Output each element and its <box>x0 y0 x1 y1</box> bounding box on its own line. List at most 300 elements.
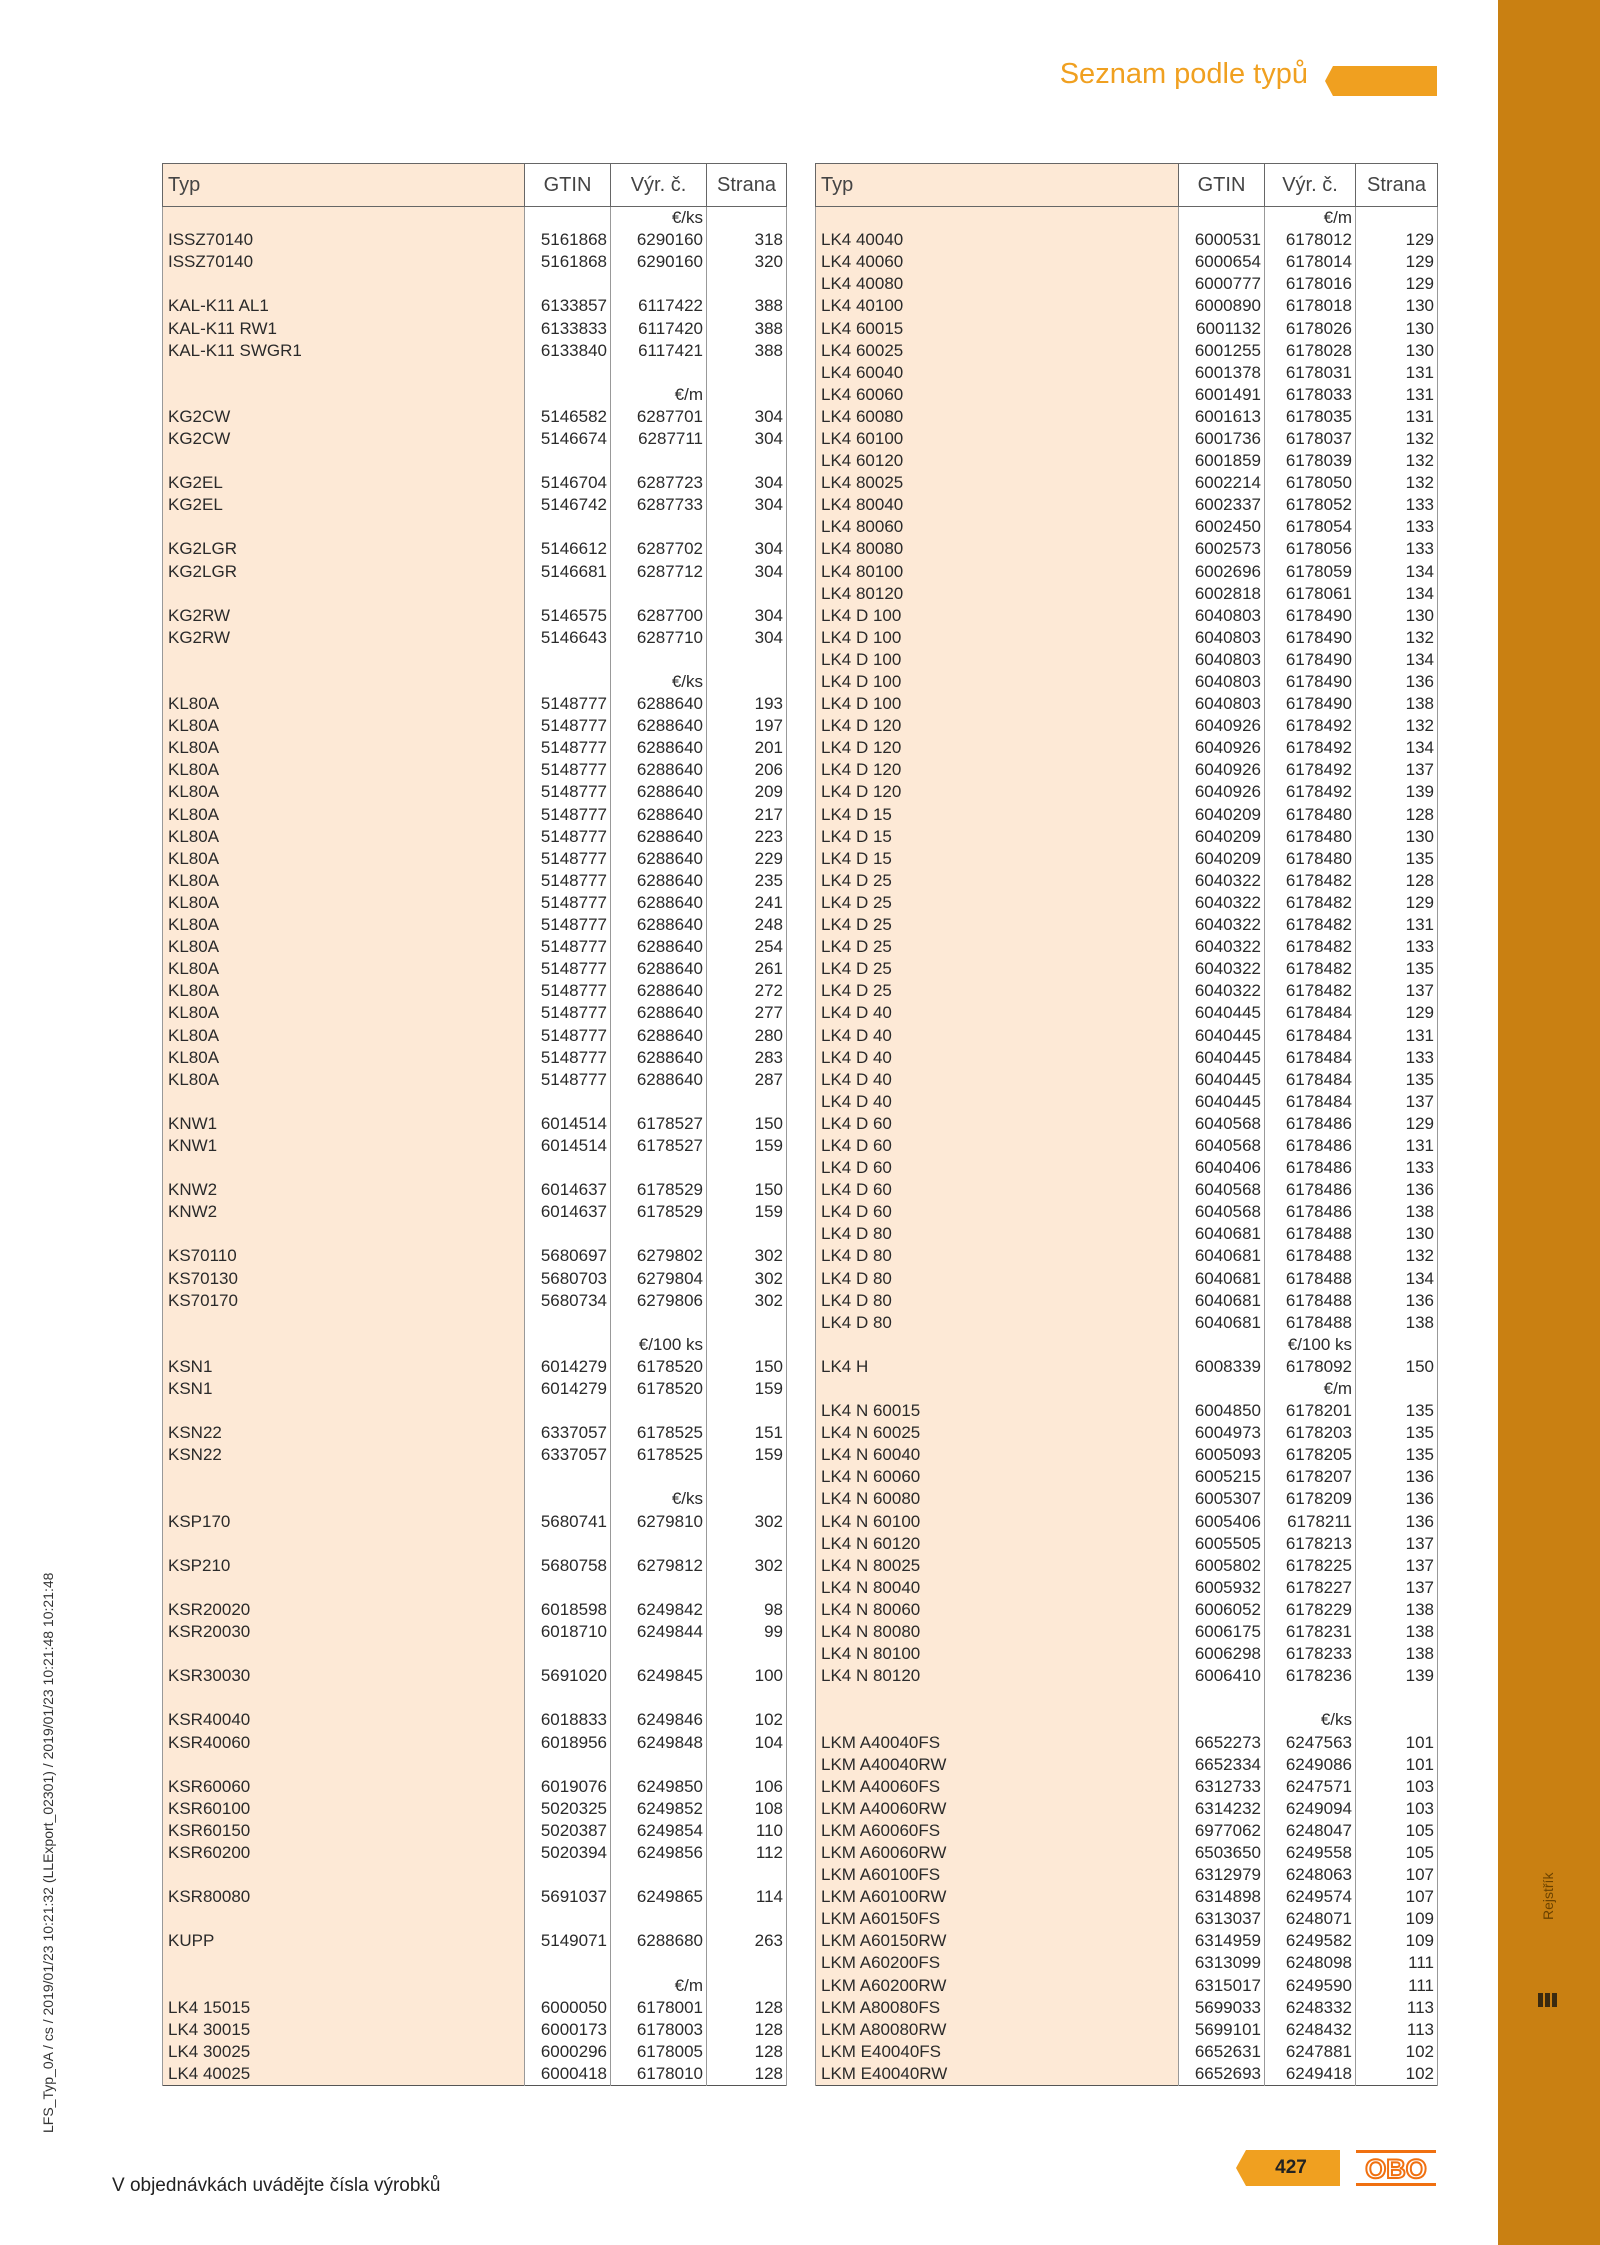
cell-strana: 135 <box>1356 848 1438 870</box>
table-row <box>163 671 787 693</box>
cell-gtin: 5148777 <box>525 759 611 781</box>
cell-typ: LK4 15015 <box>163 1997 525 2019</box>
cell-vyr: 6178037 <box>1265 428 1356 450</box>
table-row <box>163 1135 787 1157</box>
cell-vyr: 6178529 <box>611 1201 707 1223</box>
cell-strana: 133 <box>1356 494 1438 516</box>
cell-strana: 131 <box>1356 362 1438 384</box>
cell-gtin <box>525 384 611 406</box>
table-row <box>163 1577 787 1599</box>
cell-gtin: 6000890 <box>1179 295 1265 317</box>
table-row <box>816 1201 1438 1223</box>
cell-strana: 100 <box>707 1665 787 1687</box>
cell-gtin: 6002450 <box>1179 516 1265 538</box>
cell-typ: LK4 80100 <box>816 561 1179 583</box>
cell-vyr: 6178527 <box>611 1113 707 1135</box>
cell-gtin: 6312733 <box>1179 1776 1265 1798</box>
cell-gtin: 6040322 <box>1179 914 1265 936</box>
cell-gtin: 6002696 <box>1179 561 1265 583</box>
cell-typ <box>163 1577 525 1599</box>
cell-vyr: 6248047 <box>1265 1820 1356 1842</box>
cell-vyr: 6249418 <box>1265 2063 1356 2086</box>
cell-strana: 137 <box>1356 759 1438 781</box>
cell-gtin: 6503650 <box>1179 1842 1265 1864</box>
table-row <box>163 2063 787 2086</box>
cell-typ: LK4 40080 <box>816 273 1179 295</box>
cell-typ: KAL-K11 AL1 <box>163 295 525 317</box>
cell-gtin <box>525 1975 611 1997</box>
cell-vyr: 6249844 <box>611 1621 707 1643</box>
cell-strana: 102 <box>1356 2041 1438 2063</box>
cell-vyr: €/100 ks <box>611 1334 707 1356</box>
cell-vyr: 6178492 <box>1265 737 1356 759</box>
cell-typ: LK4 D 40 <box>816 1047 1179 1069</box>
cell-typ: LK4 D 60 <box>816 1201 1179 1223</box>
cell-strana: 261 <box>707 958 787 980</box>
cell-gtin: 6040681 <box>1179 1223 1265 1245</box>
cell-gtin: 5148777 <box>525 1069 611 1091</box>
table-row <box>816 1886 1438 1908</box>
cell-strana: 159 <box>707 1201 787 1223</box>
cell-gtin <box>525 450 611 472</box>
cell-gtin: 6133857 <box>525 295 611 317</box>
cell-gtin: 6002818 <box>1179 583 1265 605</box>
table-row <box>816 804 1438 826</box>
table-row <box>163 1201 787 1223</box>
cell-strana <box>707 1466 787 1488</box>
table-row <box>163 207 787 230</box>
cell-typ: LK4 60100 <box>816 428 1179 450</box>
cell-typ <box>163 1643 525 1665</box>
cell-typ: KSR60200 <box>163 1842 525 1864</box>
table-row <box>163 317 787 339</box>
table-row <box>816 406 1438 428</box>
cell-gtin: 6040568 <box>1179 1179 1265 1201</box>
cell-typ <box>163 1091 525 1113</box>
table-row <box>816 1135 1438 1157</box>
cell-vyr: €/ks <box>611 1488 707 1510</box>
cell-gtin: 5146681 <box>525 561 611 583</box>
cell-gtin <box>525 1157 611 1179</box>
cell-typ: LK4 D 60 <box>816 1113 1179 1135</box>
cell-gtin: 5149071 <box>525 1930 611 1952</box>
cell-gtin: 6314959 <box>1179 1930 1265 1952</box>
cell-strana: 150 <box>707 1113 787 1135</box>
cell-gtin: 6005505 <box>1179 1533 1265 1555</box>
cell-vyr: 6178527 <box>611 1135 707 1157</box>
table-row <box>163 1643 787 1665</box>
cell-typ: LK4 60015 <box>816 317 1179 339</box>
cell-vyr: €/ks <box>611 207 707 230</box>
cell-typ: LK4 D 15 <box>816 804 1179 826</box>
cell-strana: 151 <box>707 1422 787 1444</box>
cell-strana <box>707 1643 787 1665</box>
footer-note: V objednávkách uvádějte čísla výrobků <box>112 2175 441 2196</box>
cell-vyr: 6290160 <box>611 229 707 251</box>
cell-vyr: 6178005 <box>611 2041 707 2063</box>
cell-gtin: 6040322 <box>1179 892 1265 914</box>
table-row <box>816 1334 1438 1356</box>
cell-gtin: 5146742 <box>525 494 611 516</box>
cell-gtin <box>525 1334 611 1356</box>
cell-typ: KSN22 <box>163 1422 525 1444</box>
cell-typ <box>163 1312 525 1334</box>
cell-gtin: 6004973 <box>1179 1422 1265 1444</box>
cell-typ <box>163 1466 525 1488</box>
cell-typ: LK4 D 80 <box>816 1312 1179 1334</box>
cell-vyr: 6279806 <box>611 1290 707 1312</box>
cell-gtin: 6014514 <box>525 1135 611 1157</box>
cell-typ: KL80A <box>163 870 525 892</box>
cell-typ: KG2EL <box>163 472 525 494</box>
cell-typ: LK4 D 120 <box>816 715 1179 737</box>
table-row <box>163 1621 787 1643</box>
table-row <box>163 1334 787 1356</box>
cell-vyr: €/ks <box>611 671 707 693</box>
cell-typ: LK4 D 25 <box>816 980 1179 1002</box>
table-row <box>816 1842 1438 1864</box>
cell-vyr: 6288640 <box>611 958 707 980</box>
cell-typ: LKM E40040RW <box>816 2063 1179 2086</box>
cell-vyr: €/m <box>1265 1378 1356 1400</box>
cell-typ: LK4 D 60 <box>816 1135 1179 1157</box>
cell-gtin: 6652693 <box>1179 2063 1265 2086</box>
cell-vyr: 6288640 <box>611 715 707 737</box>
cell-vyr: 6178207 <box>1265 1466 1356 1488</box>
cell-typ: KG2RW <box>163 605 525 627</box>
cell-strana: 248 <box>707 914 787 936</box>
table-row <box>163 1731 787 1753</box>
cell-strana: 102 <box>1356 2063 1438 2086</box>
table-row <box>816 1643 1438 1665</box>
table-row <box>816 605 1438 627</box>
cell-strana: 283 <box>707 1047 787 1069</box>
cell-gtin: 6040322 <box>1179 936 1265 958</box>
table-row <box>163 627 787 649</box>
table-row <box>163 1665 787 1687</box>
cell-vyr: 6288640 <box>611 892 707 914</box>
table-row <box>163 1422 787 1444</box>
cell-vyr: 6178031 <box>1265 362 1356 384</box>
table-row <box>163 1952 787 1974</box>
table-row <box>163 1047 787 1069</box>
cell-gtin <box>525 207 611 230</box>
table-row <box>163 1444 787 1466</box>
table-row <box>163 1687 787 1709</box>
cell-vyr: 6248332 <box>1265 1997 1356 2019</box>
cell-strana <box>707 1864 787 1886</box>
table-row <box>816 561 1438 583</box>
table-row <box>163 1533 787 1555</box>
cell-vyr: 6178054 <box>1265 516 1356 538</box>
cell-vyr: 6178482 <box>1265 914 1356 936</box>
cell-vyr: 6178201 <box>1265 1400 1356 1422</box>
cell-typ: KSR20030 <box>163 1621 525 1643</box>
cell-strana: 304 <box>707 627 787 649</box>
table-row <box>163 715 787 737</box>
cell-strana: 103 <box>1356 1776 1438 1798</box>
cell-vyr: 6249865 <box>611 1886 707 1908</box>
cell-typ: KSR60150 <box>163 1820 525 1842</box>
table-row <box>163 472 787 494</box>
cell-strana: 320 <box>707 251 787 273</box>
cell-vyr: 6178018 <box>1265 295 1356 317</box>
cell-vyr: 6288640 <box>611 737 707 759</box>
cell-gtin: 5148777 <box>525 826 611 848</box>
table-row <box>816 1754 1438 1776</box>
cell-strana: 128 <box>707 2041 787 2063</box>
cell-gtin: 5146575 <box>525 605 611 627</box>
cell-strana <box>1356 1378 1438 1400</box>
cell-strana <box>707 1533 787 1555</box>
cell-strana: 131 <box>1356 384 1438 406</box>
cell-gtin <box>525 1687 611 1709</box>
cell-gtin: 6040322 <box>1179 980 1265 1002</box>
cell-typ: LK4 D 40 <box>816 1024 1179 1046</box>
cell-gtin <box>1179 1378 1265 1400</box>
export-metadata: LFS_Typ_0A / cs / 2019/01/23 10:21:32 (LLExport_02301) / 2019/01/23 10:21:48 10:21:48 <box>40 1572 56 2133</box>
cell-strana <box>707 583 787 605</box>
cell-strana: 137 <box>1356 1555 1438 1577</box>
cell-typ: KL80A <box>163 914 525 936</box>
cell-vyr: 6288640 <box>611 870 707 892</box>
cell-typ: LKM A80080FS <box>816 1997 1179 2019</box>
table-row <box>816 1687 1438 1709</box>
cell-vyr: 6178039 <box>1265 450 1356 472</box>
cell-strana: 139 <box>1356 781 1438 803</box>
table-row <box>816 340 1438 362</box>
cell-vyr: 6178488 <box>1265 1312 1356 1334</box>
cell-vyr: 6178484 <box>1265 1069 1356 1091</box>
logo-text: OBO <box>1365 2154 1427 2184</box>
cell-gtin: 5691020 <box>525 1665 611 1687</box>
table-row <box>816 1621 1438 1643</box>
table-row <box>163 384 787 406</box>
cell-typ <box>163 1754 525 1776</box>
cell-strana: 280 <box>707 1024 787 1046</box>
cell-strana: 107 <box>1356 1886 1438 1908</box>
cell-gtin: 5148777 <box>525 804 611 826</box>
table-row <box>816 1555 1438 1577</box>
cell-strana <box>707 516 787 538</box>
cell-strana <box>707 1400 787 1422</box>
cell-gtin: 5699101 <box>1179 2019 1265 2041</box>
table-row <box>163 1488 787 1510</box>
cell-vyr <box>611 1157 707 1179</box>
cell-typ: LK4 N 60060 <box>816 1466 1179 1488</box>
table-row <box>816 715 1438 737</box>
table-row <box>816 516 1438 538</box>
cell-typ <box>163 207 525 230</box>
cell-vyr <box>611 273 707 295</box>
cell-gtin: 6040803 <box>1179 649 1265 671</box>
table-row <box>816 1091 1438 1113</box>
cell-gtin: 6006410 <box>1179 1665 1265 1687</box>
cell-strana: 132 <box>1356 715 1438 737</box>
cell-gtin: 6014637 <box>525 1201 611 1223</box>
cell-gtin: 6652273 <box>1179 1731 1265 1753</box>
cell-gtin <box>525 1312 611 1334</box>
cell-vyr: 6178482 <box>1265 870 1356 892</box>
cell-strana: 112 <box>707 1842 787 1864</box>
cell-strana: 108 <box>707 1798 787 1820</box>
cell-vyr: 6178490 <box>1265 649 1356 671</box>
cell-strana: 388 <box>707 317 787 339</box>
cell-gtin: 6018833 <box>525 1709 611 1731</box>
col-header-typ: Typ <box>163 164 525 207</box>
cell-vyr <box>611 1643 707 1665</box>
col-header-vyr: Výr. č. <box>611 164 707 207</box>
cell-typ: LK4 60080 <box>816 406 1179 428</box>
table-row <box>163 1245 787 1267</box>
table-row <box>163 450 787 472</box>
table-row <box>816 1731 1438 1753</box>
cell-gtin: 6315017 <box>1179 1975 1265 1997</box>
cell-typ: LKM A60200RW <box>816 1975 1179 1997</box>
cell-vyr: 6288640 <box>611 826 707 848</box>
cell-typ: KG2LGR <box>163 561 525 583</box>
cell-vyr: 6287733 <box>611 494 707 516</box>
cell-typ: LKM A60150FS <box>816 1908 1179 1930</box>
cell-strana <box>707 450 787 472</box>
cell-typ: KL80A <box>163 737 525 759</box>
cell-gtin: 6005093 <box>1179 1444 1265 1466</box>
cell-gtin <box>525 1223 611 1245</box>
cell-strana: 287 <box>707 1069 787 1091</box>
cell-vyr: 6178236 <box>1265 1665 1356 1687</box>
cell-vyr: 6247881 <box>1265 2041 1356 2063</box>
cell-vyr: 6178490 <box>1265 671 1356 693</box>
cell-vyr: 6288640 <box>611 914 707 936</box>
cell-gtin: 6008339 <box>1179 1356 1265 1378</box>
table-row <box>816 1997 1438 2019</box>
table-row <box>163 538 787 560</box>
cell-vyr: 6178480 <box>1265 804 1356 826</box>
cell-vyr: 6178059 <box>1265 561 1356 583</box>
table-row <box>816 671 1438 693</box>
cell-strana: 128 <box>707 2019 787 2041</box>
cell-strana: 137 <box>1356 1091 1438 1113</box>
table-row <box>816 958 1438 980</box>
cell-gtin: 5680758 <box>525 1555 611 1577</box>
cell-strana: 133 <box>1356 936 1438 958</box>
table-row <box>163 1886 787 1908</box>
cell-strana: 134 <box>1356 649 1438 671</box>
cell-vyr: 6178488 <box>1265 1223 1356 1245</box>
cell-gtin: 6000777 <box>1179 273 1265 295</box>
cell-strana: 302 <box>707 1245 787 1267</box>
cell-typ: LK4 60120 <box>816 450 1179 472</box>
cell-vyr: 6279812 <box>611 1555 707 1577</box>
cell-vyr: 6247571 <box>1265 1776 1356 1798</box>
cell-vyr <box>611 1466 707 1488</box>
cell-vyr: 6178529 <box>611 1179 707 1201</box>
cell-strana: 133 <box>1356 516 1438 538</box>
cell-gtin: 6040322 <box>1179 958 1265 980</box>
cell-typ <box>816 1709 1179 1731</box>
cell-vyr: 6178482 <box>1265 958 1356 980</box>
cell-strana: 241 <box>707 892 787 914</box>
cell-strana: 102 <box>707 1709 787 1731</box>
cell-vyr: 6117420 <box>611 317 707 339</box>
cell-gtin: 5680697 <box>525 1245 611 1267</box>
cell-vyr: 6288640 <box>611 848 707 870</box>
cell-typ: KL80A <box>163 804 525 826</box>
cell-gtin: 6002337 <box>1179 494 1265 516</box>
table-row <box>816 1798 1438 1820</box>
cell-vyr: 6287700 <box>611 605 707 627</box>
col-header-vyr: Výr. č. <box>1265 164 1356 207</box>
table-row <box>816 1599 1438 1621</box>
cell-strana <box>707 1754 787 1776</box>
cell-strana: 131 <box>1356 914 1438 936</box>
cell-typ: KSR60100 <box>163 1798 525 1820</box>
table-row <box>163 229 787 251</box>
cell-typ: LKM A60100RW <box>816 1886 1179 1908</box>
table-row <box>816 295 1438 317</box>
cell-strana: 137 <box>1356 1533 1438 1555</box>
cell-typ: KL80A <box>163 936 525 958</box>
cell-typ: LK4 H <box>816 1356 1179 1378</box>
table-row <box>163 1179 787 1201</box>
cell-strana: 137 <box>1356 980 1438 1002</box>
cell-typ <box>163 362 525 384</box>
table-row <box>163 1024 787 1046</box>
table-row <box>163 914 787 936</box>
cell-gtin <box>525 671 611 693</box>
table-row <box>816 1665 1438 1687</box>
table-row <box>816 1113 1438 1135</box>
table-row <box>816 936 1438 958</box>
cell-gtin <box>525 1754 611 1776</box>
table-row <box>816 2063 1438 2086</box>
cell-strana: 132 <box>1356 627 1438 649</box>
cell-strana: 98 <box>707 1599 787 1621</box>
table-row <box>816 317 1438 339</box>
cell-typ: LK4 N 80040 <box>816 1577 1179 1599</box>
cell-typ: LK4 D 80 <box>816 1290 1179 1312</box>
cell-vyr: 6290160 <box>611 251 707 273</box>
cell-strana: 111 <box>1356 1975 1438 1997</box>
cell-gtin: 6040803 <box>1179 605 1265 627</box>
cell-typ: LK4 30025 <box>163 2041 525 2063</box>
cell-gtin: 6018598 <box>525 1599 611 1621</box>
table-row <box>816 649 1438 671</box>
cell-typ: KG2CW <box>163 406 525 428</box>
cell-strana: 128 <box>707 2063 787 2086</box>
table-row <box>163 958 787 980</box>
cell-typ: LK4 80060 <box>816 516 1179 538</box>
cell-vyr <box>611 516 707 538</box>
cell-gtin <box>525 1864 611 1886</box>
cell-gtin: 6977062 <box>1179 1820 1265 1842</box>
cell-strana: 138 <box>1356 1643 1438 1665</box>
cell-vyr: 6288640 <box>611 936 707 958</box>
cell-strana: 134 <box>1356 737 1438 759</box>
cell-typ: KSR60060 <box>163 1776 525 1798</box>
table-row <box>816 1466 1438 1488</box>
cell-typ: LKM A40060RW <box>816 1798 1179 1820</box>
cell-strana: 132 <box>1356 1245 1438 1267</box>
cell-typ: LK4 40040 <box>816 229 1179 251</box>
cell-gtin: 5148777 <box>525 1024 611 1046</box>
table-row <box>163 494 787 516</box>
cell-typ: LKM E40040FS <box>816 2041 1179 2063</box>
cell-gtin: 6006052 <box>1179 1599 1265 1621</box>
cell-vyr: 6288640 <box>611 759 707 781</box>
cell-strana: 105 <box>1356 1842 1438 1864</box>
cell-typ: LK4 D 15 <box>816 826 1179 848</box>
